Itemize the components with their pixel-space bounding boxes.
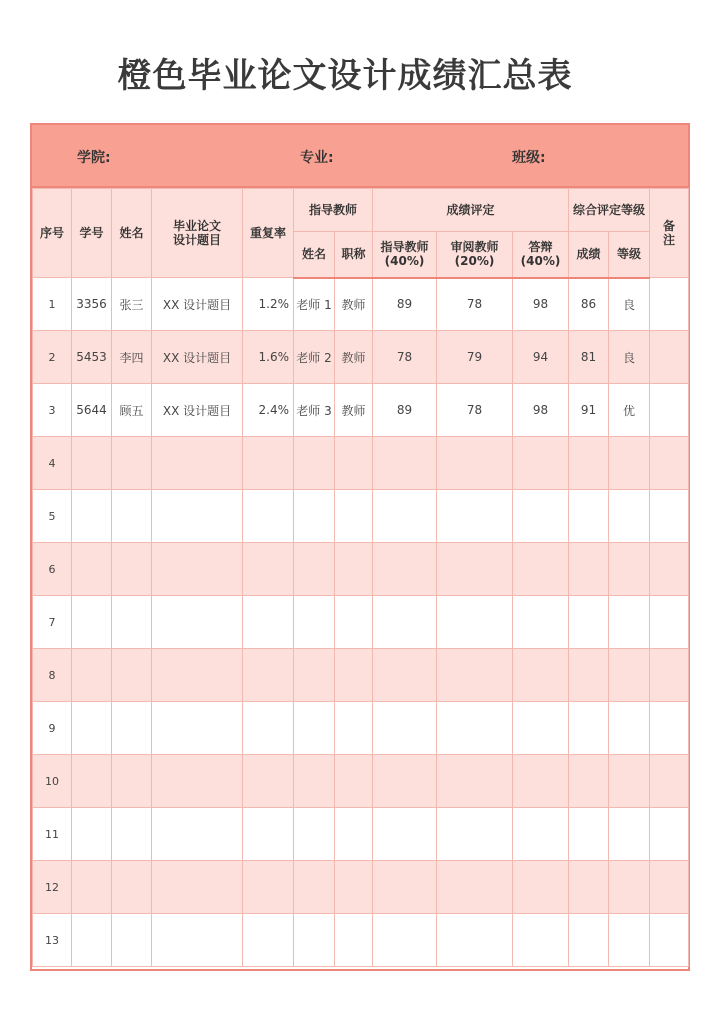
header-index: 序号 (33, 189, 72, 278)
cell-remarks (650, 278, 689, 331)
cell-advisor-name (294, 649, 335, 702)
cell-advisor-title: 教师 (335, 331, 373, 384)
cell-topic (152, 649, 243, 702)
cell-name: 李四 (112, 331, 152, 384)
cell-defense-score: 98 (513, 278, 569, 331)
cell-advisor-title (335, 755, 373, 808)
cell-remarks (650, 914, 689, 967)
cell-name (112, 437, 152, 490)
cell-remarks (650, 437, 689, 490)
cell-overall-grade: 良 (609, 331, 650, 384)
cell-name (112, 755, 152, 808)
cell-overall-score: 91 (569, 384, 609, 437)
cell-defense-score (513, 861, 569, 914)
cell-name (112, 596, 152, 649)
cell-name (112, 490, 152, 543)
cell-student-id: 5644 (72, 384, 112, 437)
cell-duplicate-rate (243, 543, 294, 596)
cell-name (112, 649, 152, 702)
cell-reviewer-score (437, 702, 513, 755)
cell-topic (152, 596, 243, 649)
cell-overall-score (569, 437, 609, 490)
header-remarks (650, 189, 689, 278)
score-table (32, 188, 689, 967)
cell-index: 7 (33, 596, 72, 649)
cell-overall-grade (609, 596, 650, 649)
cell-advisor-name (294, 702, 335, 755)
cell-remarks (650, 384, 689, 437)
cell-overall-score (569, 543, 609, 596)
cell-advisor-name (294, 914, 335, 967)
cell-duplicate-rate (243, 755, 294, 808)
header-overall-group: 综合评定等级 (569, 189, 650, 232)
table-row (33, 649, 689, 702)
cell-student-id (72, 543, 112, 596)
cell-index: 9 (33, 702, 72, 755)
class-label: 班级: (512, 150, 546, 166)
cell-overall-score (569, 755, 609, 808)
cell-overall-grade (609, 808, 650, 861)
cell-student-id (72, 490, 112, 543)
cell-index: 8 (33, 649, 72, 702)
page-title: 橙色毕业论文设计成绩汇总表 (117, 56, 573, 96)
header-duplicate-rate: 重复率 (243, 189, 294, 278)
cell-advisor-name (294, 490, 335, 543)
cell-duplicate-rate (243, 490, 294, 543)
major-label: 专业: (300, 150, 334, 166)
header-advisor-title: 职称 (335, 232, 373, 278)
cell-remarks (650, 808, 689, 861)
cell-overall-grade (609, 437, 650, 490)
cell-reviewer-score (437, 755, 513, 808)
cell-advisor-title (335, 543, 373, 596)
cell-defense-score (513, 649, 569, 702)
cell-advisor-title (335, 702, 373, 755)
cell-overall-score (569, 596, 609, 649)
cell-advisor-name (294, 755, 335, 808)
table-row (33, 331, 689, 384)
table-row (33, 543, 689, 596)
header-reviewer-score-line2: (20%) (454, 254, 495, 269)
score-sheet (30, 123, 690, 971)
cell-duplicate-rate: 1.2% (243, 278, 294, 331)
cell-student-id (72, 702, 112, 755)
cell-defense-score (513, 437, 569, 490)
cell-reviewer-score (437, 914, 513, 967)
cell-overall-grade (609, 543, 650, 596)
cell-student-id (72, 755, 112, 808)
table-header (33, 189, 689, 278)
cell-overall-score: 81 (569, 331, 609, 384)
header-advisor-group: 指导教师 (294, 189, 373, 232)
cell-name (112, 808, 152, 861)
cell-reviewer-score: 79 (437, 331, 513, 384)
cell-topic (152, 437, 243, 490)
cell-student-id (72, 808, 112, 861)
cell-index: 6 (33, 543, 72, 596)
header-advisor-score (373, 232, 437, 278)
cell-overall-grade: 良 (609, 278, 650, 331)
cell-advisor-score (373, 596, 437, 649)
cell-duplicate-rate: 1.6% (243, 331, 294, 384)
cell-advisor-score: 89 (373, 278, 437, 331)
header-overall-score: 成绩 (569, 232, 609, 278)
cell-advisor-score (373, 755, 437, 808)
cell-reviewer-score (437, 649, 513, 702)
cell-advisor-name (294, 861, 335, 914)
cell-advisor-score (373, 490, 437, 543)
cell-duplicate-rate (243, 861, 294, 914)
cell-advisor-score: 89 (373, 384, 437, 437)
header-name: 姓名 (112, 189, 152, 278)
header-defense-score-line2: (40%) (520, 254, 561, 269)
cell-topic (152, 914, 243, 967)
cell-overall-score: 86 (569, 278, 609, 331)
cell-reviewer-score (437, 808, 513, 861)
cell-defense-score (513, 490, 569, 543)
header-thesis-title-line1: 毕业论文 (172, 219, 221, 233)
header-advisor-score-line1: 指导教师 (380, 240, 429, 255)
cell-advisor-name: 老师 2 (294, 331, 335, 384)
cell-defense-score (513, 808, 569, 861)
cell-duplicate-rate (243, 702, 294, 755)
cell-overall-score (569, 702, 609, 755)
cell-defense-score: 94 (513, 331, 569, 384)
cell-student-id (72, 437, 112, 490)
header-overall-grade: 等级 (609, 232, 650, 278)
cell-index: 11 (33, 808, 72, 861)
cell-index: 13 (33, 914, 72, 967)
header-score-group: 成绩评定 (373, 189, 569, 232)
cell-reviewer-score (437, 596, 513, 649)
cell-index: 2 (33, 331, 72, 384)
cell-topic: XX 设计题目 (152, 278, 243, 331)
cell-overall-grade (609, 490, 650, 543)
cell-topic (152, 861, 243, 914)
cell-advisor-score (373, 437, 437, 490)
cell-overall-grade (609, 755, 650, 808)
cell-student-id (72, 649, 112, 702)
cell-reviewer-score: 78 (437, 384, 513, 437)
cell-remarks (650, 596, 689, 649)
table-row (33, 861, 689, 914)
cell-overall-score (569, 808, 609, 861)
cell-name: 张三 (112, 278, 152, 331)
cell-duplicate-rate: 2.4% (243, 384, 294, 437)
header-advisor-name: 姓名 (294, 232, 335, 278)
college-label: 学院: (77, 150, 111, 166)
cell-advisor-score (373, 914, 437, 967)
cell-remarks (650, 702, 689, 755)
cell-advisor-name: 老师 1 (294, 278, 335, 331)
cell-remarks (650, 861, 689, 914)
header-remarks-line2: 注 (663, 233, 676, 247)
cell-reviewer-score (437, 861, 513, 914)
cell-overall-score (569, 861, 609, 914)
cell-reviewer-score (437, 490, 513, 543)
cell-name (112, 861, 152, 914)
cell-advisor-title (335, 649, 373, 702)
cell-advisor-title (335, 914, 373, 967)
header-defense-score-line1: 答辩 (528, 240, 553, 255)
cell-reviewer-score (437, 543, 513, 596)
cell-topic (152, 755, 243, 808)
cell-advisor-score (373, 861, 437, 914)
cell-index: 12 (33, 861, 72, 914)
header-student-id: 学号 (72, 189, 112, 278)
cell-advisor-title (335, 490, 373, 543)
cell-advisor-score (373, 649, 437, 702)
cell-advisor-title: 教师 (335, 384, 373, 437)
cell-duplicate-rate (243, 808, 294, 861)
cell-remarks (650, 649, 689, 702)
cell-index: 10 (33, 755, 72, 808)
header-thesis-title-line2: 设计题目 (172, 233, 221, 247)
header-remarks-line1: 备 (663, 219, 676, 233)
cell-overall-grade (609, 914, 650, 967)
cell-duplicate-rate (243, 437, 294, 490)
cell-topic (152, 808, 243, 861)
cell-overall-grade (609, 702, 650, 755)
cell-name (112, 914, 152, 967)
table-row (33, 437, 689, 490)
cell-advisor-name (294, 543, 335, 596)
cell-overall-score (569, 649, 609, 702)
cell-remarks (650, 331, 689, 384)
header-advisor-score-line2: (40%) (384, 254, 425, 269)
cell-reviewer-score (437, 437, 513, 490)
cell-defense-score: 98 (513, 384, 569, 437)
table-row (33, 755, 689, 808)
header-reviewer-score (437, 232, 513, 278)
cell-defense-score (513, 755, 569, 808)
cell-topic: XX 设计题目 (152, 331, 243, 384)
cell-remarks (650, 490, 689, 543)
cell-advisor-score (373, 543, 437, 596)
cell-advisor-score (373, 702, 437, 755)
cell-remarks (650, 755, 689, 808)
cell-reviewer-score: 78 (437, 278, 513, 331)
table-row (33, 914, 689, 967)
cell-topic (152, 702, 243, 755)
info-bar (32, 125, 688, 188)
cell-defense-score (513, 702, 569, 755)
cell-duplicate-rate (243, 596, 294, 649)
table-row (33, 490, 689, 543)
cell-advisor-name (294, 596, 335, 649)
cell-remarks (650, 543, 689, 596)
cell-advisor-title (335, 861, 373, 914)
cell-defense-score (513, 543, 569, 596)
cell-name (112, 543, 152, 596)
cell-student-id (72, 861, 112, 914)
cell-overall-grade (609, 649, 650, 702)
cell-index: 5 (33, 490, 72, 543)
cell-name (112, 702, 152, 755)
cell-student-id: 5453 (72, 331, 112, 384)
cell-advisor-title (335, 437, 373, 490)
cell-overall-score (569, 914, 609, 967)
cell-overall-grade: 优 (609, 384, 650, 437)
cell-advisor-name (294, 808, 335, 861)
cell-advisor-score: 78 (373, 331, 437, 384)
cell-overall-score (569, 490, 609, 543)
header-defense-score (513, 232, 569, 278)
cell-topic: XX 设计题目 (152, 384, 243, 437)
cell-defense-score (513, 596, 569, 649)
table-row (33, 384, 689, 437)
cell-advisor-score (373, 808, 437, 861)
table-row (33, 808, 689, 861)
cell-topic (152, 490, 243, 543)
cell-duplicate-rate (243, 914, 294, 967)
cell-advisor-name: 老师 3 (294, 384, 335, 437)
header-thesis-title (152, 189, 243, 278)
cell-topic (152, 543, 243, 596)
cell-student-id (72, 914, 112, 967)
cell-overall-grade (609, 861, 650, 914)
cell-advisor-title (335, 596, 373, 649)
cell-index: 4 (33, 437, 72, 490)
cell-defense-score (513, 914, 569, 967)
cell-student-id: 3356 (72, 278, 112, 331)
table-row (33, 278, 689, 331)
cell-advisor-title: 教师 (335, 278, 373, 331)
cell-duplicate-rate (243, 649, 294, 702)
cell-advisor-title (335, 808, 373, 861)
table-body (33, 278, 689, 967)
cell-student-id (72, 596, 112, 649)
cell-index: 1 (33, 278, 72, 331)
table-row (33, 702, 689, 755)
header-reviewer-score-line1: 审阅教师 (450, 240, 499, 255)
table-row (33, 596, 689, 649)
cell-index: 3 (33, 384, 72, 437)
cell-name: 顾五 (112, 384, 152, 437)
cell-advisor-name (294, 437, 335, 490)
